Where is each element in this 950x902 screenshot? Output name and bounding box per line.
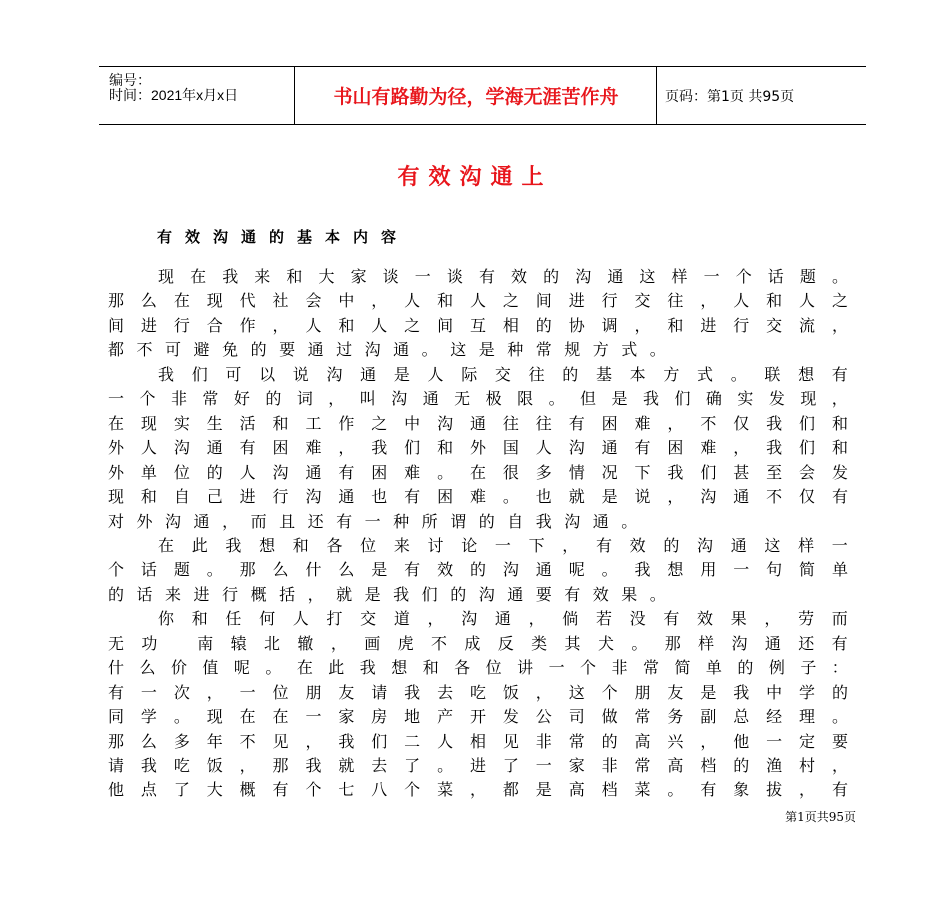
body-line: 你 和 任 何 人 打 交 道 ， 沟 通 ， 倘 若 没 有 效 果 ， 劳 而 (158, 609, 848, 629)
body-line: 同 学 。 现 在 在 一 家 房 地 产 开 发 公 司 做 常 务 副 总 经 理 。 (108, 707, 848, 727)
section-heading: 有效沟通的基本内容 (157, 228, 410, 246)
number-label: 编号： (109, 72, 151, 88)
body-line: 在 此 我 想 和 各 位 来 讨 论 一 下 ， 有 效 的 沟 通 这 样 一 (158, 535, 848, 555)
document-title: 有效沟通上 (397, 165, 553, 190)
body-line: 我 们 可 以 说 沟 通 是 人 际 交 往 的 基 本 方 式 。 联 想 有 (158, 364, 848, 384)
body-line: 那 么 多 年 不 见 ， 我 们 二 人 相 见 非 常 的 高 兴 ， 他 一 定 要 (108, 731, 848, 751)
body-line: 什 么 价 值 呢 。 在 此 我 想 和 各 位 讲 一 个 非 常 简 单 的 例 子 ： (108, 658, 848, 678)
body-line: 在 现 实 生 活 和 工 作 之 中 沟 通 往 往 有 困 难 ， 不 仅 我 们 和 (108, 413, 848, 433)
body-line: 现 在 我 来 和 大 家 谈 一 谈 有 效 的 沟 通 这 样 一 个 话 题 。 (158, 267, 848, 286)
page-footer: 第1页共95页 (785, 810, 856, 824)
body-line: 有 一 次 ， 一 位 朋 友 请 我 去 吃 饭 ， 这 个 朋 友 是 我 中 学 的 (108, 682, 848, 702)
header-motto: 书山有路勤为径，学海无涯苦作舟 (333, 86, 619, 108)
body-line: 对 外 沟 通 ， 而 且 还 有 一 种 所 谓 的 自 我 沟 通 。 (108, 511, 638, 531)
body-line: 请 我 吃 饭 ， 那 我 就 去 了 。 进 了 一 家 非 常 高 档 的 渔 村 ， (108, 756, 848, 775)
body-line: 无 功 南 辕 北 辙 ， 画 虎 不 成 反 类 其 犬 。 那 样 沟 通 还 有 (108, 633, 848, 653)
document-header (99, 66, 866, 125)
header-meta (99, 67, 294, 124)
body-line: 一 个 非 常 好 的 词 ， 叫 沟 通 无 极 限 。 但 是 我 们 确 实 发 现 ， (108, 389, 848, 409)
body-line: 外 单 位 的 人 沟 通 有 困 难 。 在 很 多 情 况 下 我 们 甚 至 会 发 (108, 462, 848, 482)
header-divider (656, 67, 657, 124)
body-line: 那 么 在 现 代 社 会 中 ， 人 和 人 之 间 进 行 交 往 ， 人 和 人 之 (108, 291, 848, 311)
body-line: 外 人 沟 通 有 困 难 ， 我 们 和 外 国 人 沟 通 有 困 难 ， 我 们 和 (108, 438, 848, 458)
body-line: 个 话 题 。 那 么 什 么 是 有 效 的 沟 通 呢 。 我 想 用 一 句 简 单 (108, 560, 848, 580)
time-label: 时间：2021年x月x日 (109, 87, 239, 103)
body-line: 的 话 来 进 行 概 括 ， 就 是 我 们 的 沟 通 要 有 效 果 。 (108, 584, 666, 604)
header-page-info: 页码：第1页 共95页 (665, 88, 795, 105)
body-line: 间 进 行 合 作 ， 人 和 人 之 间 互 相 的 协 调 ， 和 进 行 交 流 ， (108, 315, 848, 335)
body-line: 他 点 了 大 概 有 个 七 八 个 菜 ， 都 是 高 档 菜 。 有 象 拔 ， 有 (108, 780, 848, 800)
body-line: 都 不 可 避 免 的 要 通 过 沟 通 。 这 是 种 常 规 方 式 。 (108, 340, 666, 360)
body-line: 现 和 自 己 进 行 沟 通 也 有 困 难 。 也 就 是 说 ， 沟 通 不 仅 有 (108, 487, 848, 507)
header-divider (294, 67, 295, 124)
